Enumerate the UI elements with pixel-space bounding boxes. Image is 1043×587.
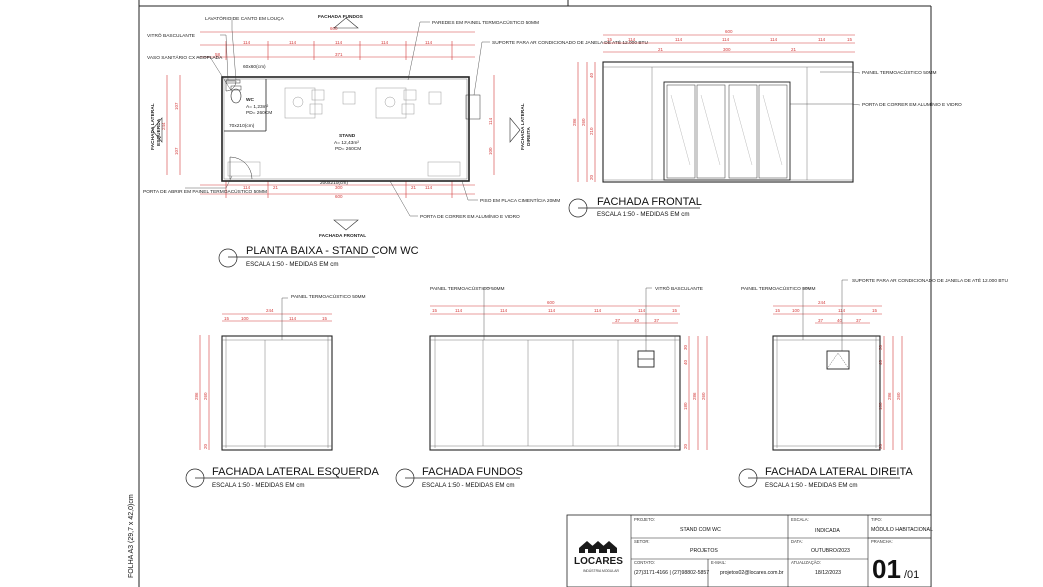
svg-text:37: 37 xyxy=(654,318,660,323)
note-piso: PISO EM PLACA CIMENTÍCIA 20MM xyxy=(480,199,561,204)
dim-58: 58 xyxy=(215,52,221,57)
svg-text:114: 114 xyxy=(675,37,683,42)
svg-text:15: 15 xyxy=(224,316,230,321)
fundos-title: FACHADA FUNDOS xyxy=(422,466,523,478)
dim-600: 600 xyxy=(335,194,343,199)
svg-text:114: 114 xyxy=(628,37,636,42)
svg-text:286: 286 xyxy=(194,392,199,400)
prancha-number: 01 xyxy=(872,554,901,584)
projeto-value: STAND COM WC xyxy=(680,527,721,533)
lateral-esquerda-title: FACHADA LATERAL ESQUERDA xyxy=(212,466,379,478)
frontal-title: FACHADA FRONTAL xyxy=(597,196,702,208)
svg-text:286: 286 xyxy=(572,118,577,126)
svg-text:114: 114 xyxy=(770,37,778,42)
lateral-direita-scale: ESCALA 1:50 - MEDIDAS EM cm xyxy=(765,482,858,489)
fundos-scale: ESCALA 1:50 - MEDIDAS EM cm xyxy=(422,482,515,489)
atualizacao-value: 18/12/2023 xyxy=(815,570,841,576)
setor-value: PROJETOS xyxy=(690,548,718,554)
back-note-vitro: VITRÔ BASCULANTE xyxy=(655,287,703,292)
dim-300: 300 xyxy=(335,185,343,190)
logo-text: LOCARES xyxy=(574,556,623,567)
svg-text:244: 244 xyxy=(266,308,274,313)
svg-text:260: 260 xyxy=(701,392,706,400)
contato-label: CONTATO: xyxy=(634,560,655,565)
prancha-label: PRANCHA: xyxy=(871,539,893,544)
svg-text:40: 40 xyxy=(878,359,883,365)
svg-text:300: 300 xyxy=(723,47,731,52)
sheet-size-label: FOLHA A3 (29,7 x 42,0)cm xyxy=(128,494,135,578)
svg-text:114: 114 xyxy=(500,308,508,313)
wc-label: WC xyxy=(246,98,254,103)
escala-value: INDICADA xyxy=(815,528,840,534)
svg-text:21: 21 xyxy=(791,47,797,52)
note-vaso: VASO SANITÁRIO CX ACOPLADA xyxy=(147,56,223,61)
svg-text:40: 40 xyxy=(837,318,843,323)
frontal-scale: ESCALA 1:50 - MEDIDAS EM cm xyxy=(597,211,690,218)
svg-text:40: 40 xyxy=(683,359,688,365)
svg-text:20: 20 xyxy=(683,443,688,449)
svg-text:114: 114 xyxy=(722,37,730,42)
lateral-esquerda-scale: ESCALA 1:50 - MEDIDAS EM cm xyxy=(212,482,305,489)
dim-100: 100 xyxy=(488,147,493,155)
svg-text:260: 260 xyxy=(203,392,208,400)
tipo-value: MÓDULO HABITACIONAL xyxy=(871,527,933,533)
svg-text:20: 20 xyxy=(878,443,883,449)
svg-text:114: 114 xyxy=(818,37,826,42)
dim-114: 114 xyxy=(488,117,493,125)
svg-text:37: 37 xyxy=(856,318,862,323)
svg-text:244: 244 xyxy=(818,300,826,305)
stand-label: STAND xyxy=(339,134,356,139)
svg-text:286: 286 xyxy=(692,392,697,400)
svg-text:30: 30 xyxy=(683,344,688,350)
svg-text:210: 210 xyxy=(589,127,594,135)
tipo-label: TIPO: xyxy=(871,517,882,522)
email-label: E-MAIL: xyxy=(711,560,727,565)
data-value: OUTUBRO/2023 xyxy=(811,548,850,554)
svg-text:114: 114 xyxy=(455,308,463,313)
front-note-painel: PAINEL TERMOACÚSTICO 50MM xyxy=(862,71,937,76)
dim-21: 21 xyxy=(411,185,417,190)
svg-text:114: 114 xyxy=(594,308,602,313)
email-value: projetos02@locares.com.br xyxy=(720,570,784,576)
stand-area: A= 12,43m² xyxy=(334,141,359,146)
note-suporte: SUPORTE PARA AR CONDICIONADO DE JANELA DE ATÉ 12.000 BTU xyxy=(492,41,648,46)
stand-pd: PD= 260CM xyxy=(335,147,362,152)
dim-114: 114 xyxy=(243,40,251,45)
front-note-porta: PORTA DE CORRER EM ALUMÍNIO E VIDRO xyxy=(862,103,962,108)
note-vitro: VITRÔ BASCULANTE xyxy=(147,34,195,39)
note-paredes: PAREDES EM PAINEL TERMOACÚSTICO 50MM xyxy=(432,21,539,26)
svg-text:114: 114 xyxy=(838,308,846,313)
prancha-total: /01 xyxy=(904,569,920,581)
svg-text:286: 286 xyxy=(887,392,892,400)
svg-text:30: 30 xyxy=(878,344,883,350)
svg-text:180: 180 xyxy=(683,402,688,410)
projeto-label: PROJETO: xyxy=(634,517,655,522)
svg-text:114: 114 xyxy=(289,316,297,321)
data-label: DATA: xyxy=(791,539,803,544)
wc-area: A= 1,23m² xyxy=(246,105,269,110)
window-tag: 60x60(cm) xyxy=(243,65,266,70)
left-note-painel: PAINEL TERMOACÚSTICO 50MM xyxy=(291,295,366,300)
dim-114: 114 xyxy=(425,185,433,190)
dim-600: 600 xyxy=(330,26,338,31)
svg-text:114: 114 xyxy=(548,308,556,313)
svg-text:40: 40 xyxy=(589,72,594,78)
dim-107: 107 xyxy=(174,102,179,110)
fachada-frontal-label: FACHADA FRONTAL xyxy=(319,234,367,239)
title-block xyxy=(567,515,933,587)
svg-text:15: 15 xyxy=(432,308,438,313)
contato-value: (27)3171-4166 | (27)98802-5857 xyxy=(634,570,710,576)
note-lavatorio: LAVATÓRIO DE CANTO EM LOUÇA xyxy=(205,17,284,22)
dim-21: 21 xyxy=(273,185,279,190)
dim-114: 114 xyxy=(335,40,343,45)
wc-door-tag: 70x210(cm) xyxy=(229,124,255,129)
planta-scale: ESCALA 1:50 - MEDIDAS EM cm xyxy=(246,261,339,268)
note-porta-abrir: PORTA DE ABRIR EM PAINEL TERMOACÚSTICO 50MM xyxy=(143,190,267,195)
svg-text:21: 21 xyxy=(658,47,664,52)
dim-114: 114 xyxy=(289,40,297,45)
dim-107: 107 xyxy=(174,147,179,155)
svg-text:37: 37 xyxy=(818,318,824,323)
dim-114: 114 xyxy=(381,40,389,45)
fachada-fundos-label: FACHADA FUNDOS xyxy=(318,15,363,20)
lateral-direita-label: FACHADA LATERAL xyxy=(521,103,526,150)
setor-label: SETOR: xyxy=(634,539,650,544)
dim-114: 114 xyxy=(243,185,251,190)
planta-title: PLANTA BAIXA - STAND COM WC xyxy=(246,245,419,257)
svg-text:114: 114 xyxy=(638,308,646,313)
lateral-direita-title: FACHADA LATERAL DIREITA xyxy=(765,466,913,478)
svg-text:15: 15 xyxy=(322,316,328,321)
svg-text:15: 15 xyxy=(775,308,781,313)
slider-door-tag: 200x210(cm) xyxy=(320,181,348,186)
wc-pd: PD= 260CM xyxy=(246,111,273,116)
svg-text:20: 20 xyxy=(203,443,208,449)
svg-text:260: 260 xyxy=(581,118,586,126)
svg-text:100: 100 xyxy=(792,308,800,313)
dim-371: 371 xyxy=(335,52,343,57)
note-porta-correr: PORTA DE CORRER EM ALUMÍNIO E VIDRO xyxy=(420,215,520,220)
right-note-painel: PAINEL TERMOACÚSTICO 50MM xyxy=(741,287,816,292)
svg-text:15: 15 xyxy=(672,308,678,313)
svg-text:15: 15 xyxy=(847,37,853,42)
svg-text:180: 180 xyxy=(878,402,883,410)
svg-text:15: 15 xyxy=(872,308,878,313)
right-note-suporte: SUPORTE PARA AR CONDICIONADO DE JANELA DE ATÉ 12.000 BTU xyxy=(852,279,1008,284)
escala-label: ESCALA: xyxy=(791,517,809,522)
lateral-direita-label-2: DIREITA xyxy=(527,127,532,146)
lateral-esquerda-label: FACHADA LATERAL xyxy=(151,103,156,150)
atualizacao-label: ATUALIZAÇÃO: xyxy=(791,560,821,565)
svg-text:600: 600 xyxy=(547,300,555,305)
svg-text:260: 260 xyxy=(896,392,901,400)
lateral-esquerda-label-2: ESQUERDA xyxy=(157,118,162,146)
logo-tagline: INDÚSTRIA MODULAR xyxy=(583,569,619,573)
svg-text:15: 15 xyxy=(607,37,613,42)
back-note-painel: PAINEL TERMOACÚSTICO 50MM xyxy=(430,287,505,292)
svg-text:20: 20 xyxy=(589,174,594,180)
svg-text:37: 37 xyxy=(615,318,621,323)
dim-244: 244 xyxy=(161,122,166,130)
dim-114: 114 xyxy=(425,40,433,45)
svg-text:600: 600 xyxy=(725,29,733,34)
svg-text:40: 40 xyxy=(634,318,640,323)
svg-text:100: 100 xyxy=(241,316,249,321)
